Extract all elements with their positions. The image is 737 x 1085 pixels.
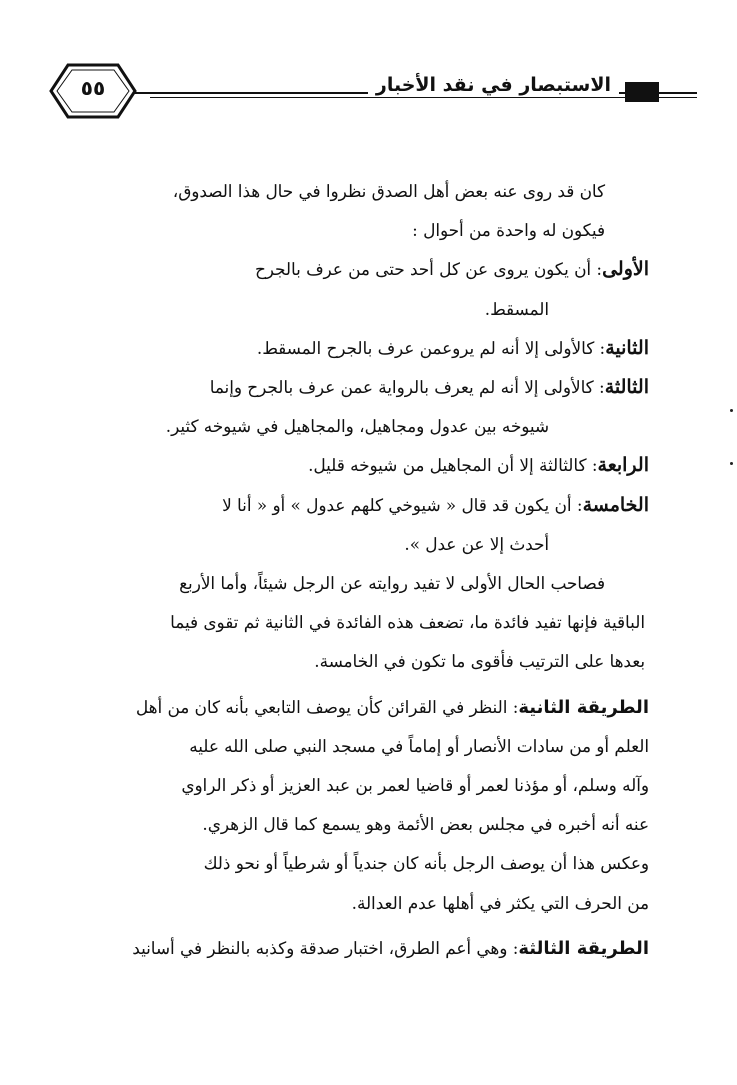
intro-line: كان قد روى عنه بعض أهل الصدق نظروا في حال هذا الصدوق، xyxy=(172,181,605,201)
method-three xyxy=(42,929,649,968)
state-term: الخامسة xyxy=(582,493,649,516)
summary-line: فصاحب الحال الأولى لا تفيد روايته عن الرجل شيئاً، وأما الأربع xyxy=(179,573,605,594)
state-item: الرابعة: كالثالثة إلا أن المجاهيل من شيوخه قليل. xyxy=(308,454,649,477)
margin-mark xyxy=(730,409,733,412)
state-text: كالأولى إلا أنه لم يعرف بالرواية عمن عرف بالجرح وإنما xyxy=(209,377,594,398)
margin-mark xyxy=(730,462,733,465)
book-title: الاستبصار في نقد الأخبار xyxy=(368,74,619,96)
state-text: أحدث إلا عن عدل ». xyxy=(404,533,549,554)
states-list xyxy=(42,250,649,564)
header-rule-thin xyxy=(150,97,697,98)
method-line: الطريقة الثانية: النظر في القرائن كأن يوصف التابعي بأنه كان من أهل xyxy=(135,696,649,718)
intro-line: فيكون له واحدة من أحوال : xyxy=(412,220,605,241)
method-line: وعكس هذا أن يوصف الرجل بأنه كان جندياً أو شرطياً أو نحو ذلك xyxy=(203,853,649,874)
state-item: الخامسة: أن يكون قد قال « شيوخي كلهم عدول » أو « أنا لا xyxy=(222,493,649,516)
state-item-cont xyxy=(42,407,649,446)
state-item: الثانية: كالأولى إلا أنه لم يروعمن عرف بالجرح المسقط. xyxy=(256,336,649,359)
state-text: المسقط. xyxy=(484,298,549,319)
method-line: وآله وسلم، أو مؤذنا لعمر أو قاضيا لعمر بن عبد العزيز أو ذكر الراوي xyxy=(181,775,649,796)
state-text: كالثالثة إلا أن المجاهيل من شيوخه قليل. xyxy=(308,455,587,476)
state-item-cont xyxy=(42,290,649,329)
state-text: كالأولى إلا أنه لم يروعمن عرف بالجرح المسقط. xyxy=(256,337,595,358)
page-number: ٥٥ xyxy=(80,76,106,100)
summary-line: الباقية فإنها تفيد فائدة ما، تضعف هذه الفائدة في الثانية ثم تقوى فيما xyxy=(170,612,645,633)
method-line: العلم أو من سادات الأنصار أو إماماً في مسجد النبي صلى الله عليه xyxy=(189,735,649,756)
title-marker-bar xyxy=(625,82,659,102)
method-text: وهي أعم الطرق، اختبار صدقة وكذبه بالنظر في أسانيد xyxy=(132,937,508,958)
state-text: أن يكون قد قال « شيوخي كلهم عدول » أو « أنا لا xyxy=(222,494,572,515)
state-term: الثانية xyxy=(605,336,649,359)
method-text: النظر في القرائن كأن يوصف التابعي بأنه كان من أهل xyxy=(135,696,508,717)
state-text: شيوخه بين عدول ومجاهيل، والمجاهيل في شيوخه كثير. xyxy=(165,416,549,437)
state-item: الأولى: أن يكون يروى عن كل أحد حتى من عرف بالجرح xyxy=(254,258,649,281)
method-line: من الحرف التي يكثر في أهلها عدم العدالة. xyxy=(351,892,649,913)
summary-line: بعدها على الترتيب فأقوى ما تكون في الخامسة. xyxy=(314,651,645,672)
state-text: أن يكون يروى عن كل أحد حتى من عرف بالجرح xyxy=(254,259,592,280)
running-header xyxy=(0,0,737,150)
page-number-badge xyxy=(48,62,138,120)
page-body xyxy=(42,172,649,968)
method-two xyxy=(42,688,649,923)
state-term: الثالثة xyxy=(604,376,649,399)
state-item-cont xyxy=(42,525,649,564)
state-item: الثالثة: كالأولى إلا أنه لم يعرف بالرواية عمن عرف بالجرح وإنما xyxy=(209,376,649,399)
method-line: عنه أنه أخبره في مجلس بعض الأئمة وهو يسمع كما قال الزهري. xyxy=(202,814,649,835)
method-term: الطريقة الثالثة xyxy=(518,937,649,959)
summary-paragraph xyxy=(42,564,645,682)
state-term: الأولى xyxy=(602,258,649,281)
method-line: الطريقة الثالثة: وهي أعم الطرق، اختبار صدقة وكذبه بالنظر في أسانيد xyxy=(132,937,649,959)
method-term: الطريقة الثانية xyxy=(518,696,649,718)
state-term: الرابعة xyxy=(597,454,649,477)
